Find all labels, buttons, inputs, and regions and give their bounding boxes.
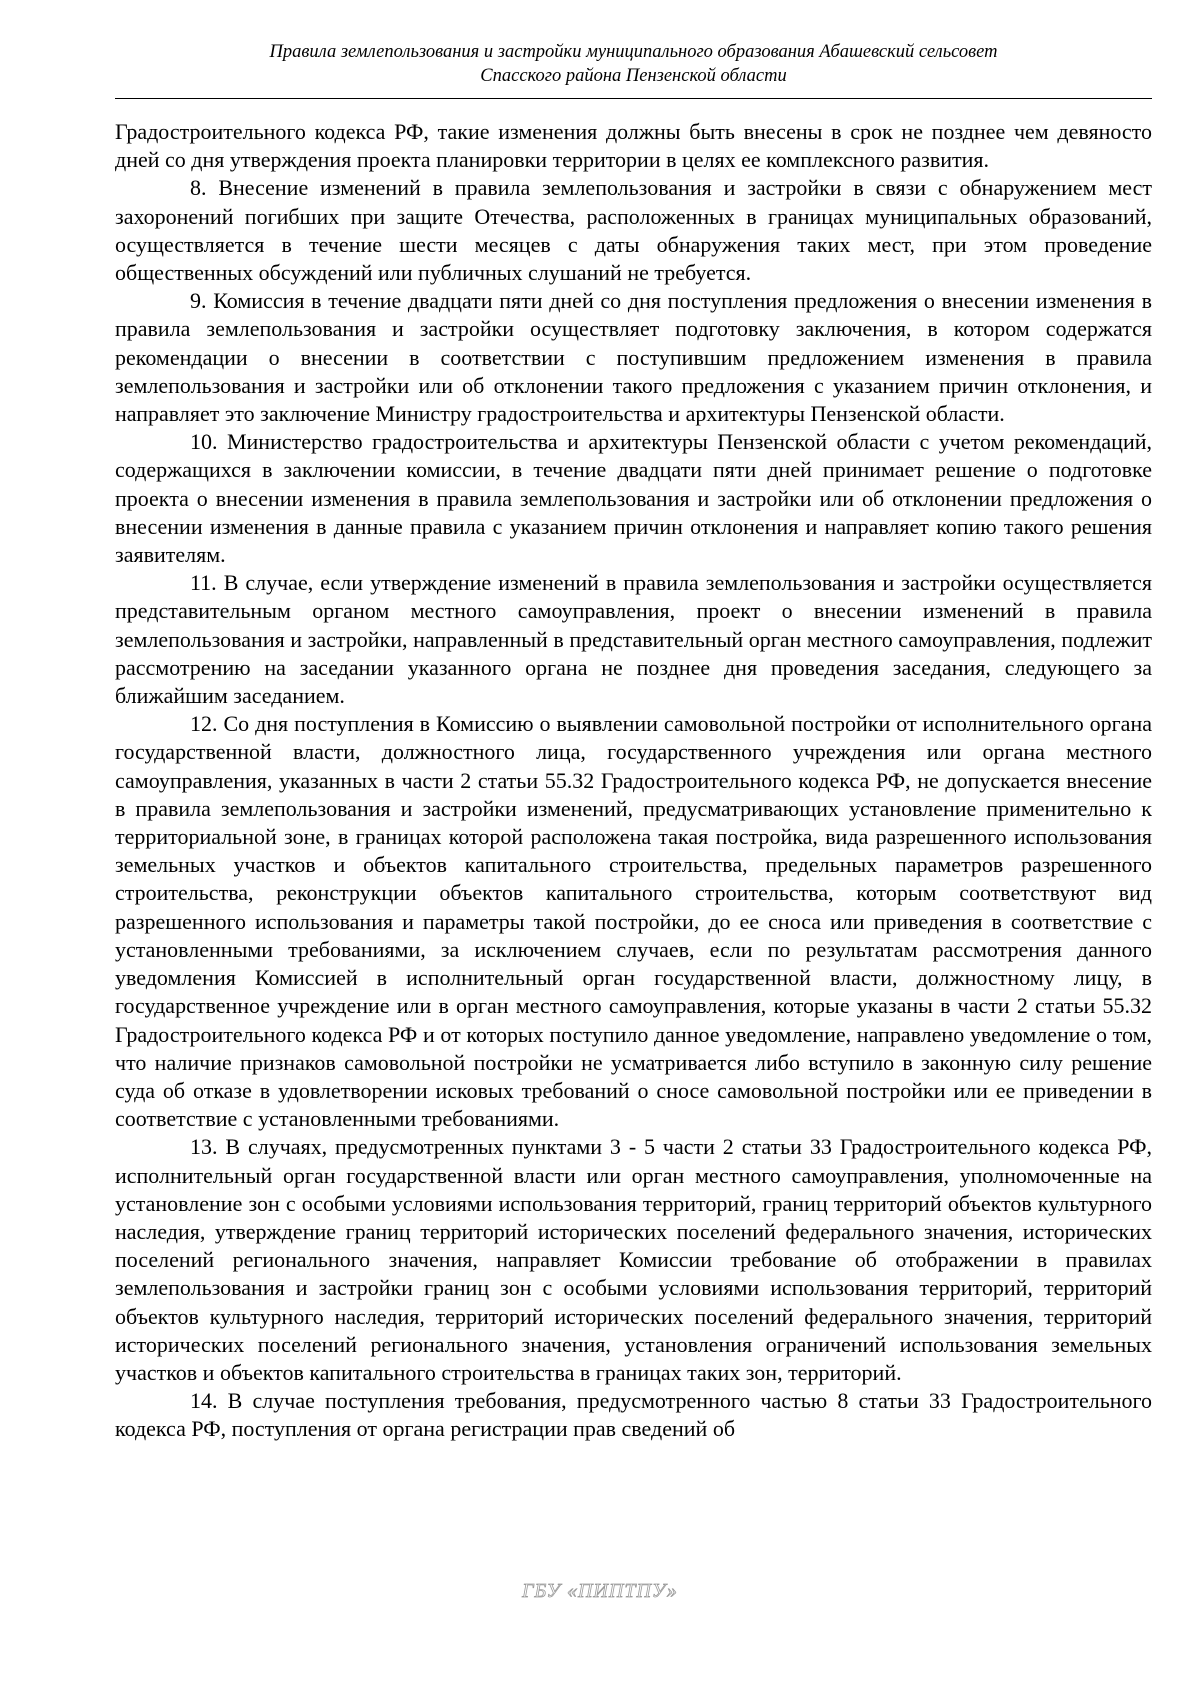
header-line-1: Правила землепользования и застройки муниципального образования Абашевский сельсовет xyxy=(269,42,998,62)
paragraph-item-12: 12. Со дня поступления в Комиссию о выявлении самовольной постройки от исполнительного органа государственной власти, должностного лица, государственного учреждения или органа местного самоуправления, указанных в части 2 статьи 55.32 Градостроительного кодекса РФ, не допускается внесение в правила землепользования и застройки изменений, предусматривающих установление применительно к территориальной зоне, в границах которой расположена такая постройка, вида разрешенного использования земельных участков и объектов капитального строительства, предельных параметров разрешенного строительства, реконструкции объектов капитального строительства, которым соответствуют вид разрешенного использования и параметры такой постройки, до ее сноса или приведения в соответствие с установленными требованиями, за исключением случаев, если по результатам рассмотрения данного уведомления Комиссией в исполнительный орган государственной власти, должностному лицу, в государственное учреждение или в орган местного самоуправления, которые указаны в части 2 статьи 55.32 Градостроительного кодекса РФ и от которых поступило данное уведомление, направлено уведомление о том, что наличие признаков самовольной постройки не усматривается либо вступило в законную силу решение суда об отказе в удовлетворении исковых требований о сносе самовольной постройки или ее приведении в соответствие с установленными требованиями. xyxy=(115,711,1152,1132)
paragraph-item-13: 13. В случаях, предусмотренных пунктами 3 - 5 части 2 статьи 33 Градостроительного кодекса РФ, исполнительный орган государственной власти или орган местного самоуправления, уполномоченные на установление зон с особыми условиями использования территорий, границ территорий объектов культурного наследия, утверждение границ территорий исторических поселений федерального значения, исторических поселений регионального значения, направляет Комиссии требование об отображении в правилах землепользования и застройки границ зон с особыми условиями использования территорий, территорий объектов культурного наследия, территорий исторических поселений федерального значения, территорий исторических поселений регионального значения, установления ограничений использования земельных участков и объектов капитального строительства в границах таких зон, территорий. xyxy=(115,1134,1152,1385)
footer-watermark: ГБУ «ПИПТПУ» xyxy=(522,1580,678,1602)
running-header xyxy=(115,40,1152,88)
paragraph-item-11: 11. В случае, если утверждение изменений в правила землепользования и застройки осуществляется представительным органом местного самоуправления, проект о внесении изменений в правила землепользования и застройки, направленный в представительный орган местного самоуправления, подлежит рассмотрению на заседании указанного органа не позднее дня проведения заседания, следующего за ближайшим заседанием. xyxy=(115,570,1152,709)
paragraph-continuation: Градостроительного кодекса РФ, такие изменения должны быть внесены в срок не позднее чем девяносто дней со дня утверждения проекта планировки территории в целях ее комплексного развития. xyxy=(115,119,1152,173)
header-divider xyxy=(115,98,1152,99)
paragraph-item-10: 10. Министерство градостроительства и архитектуры Пензенской области с учетом рекомендаций, содержащихся в заключении комиссии, в течение двадцати пяти дней принимает решение о подготовке проекта о внесении изменения в правила землепользования и застройки или об отклонении предложения о внесении изменения в данные правила с указанием причин отклонения и направляет копию такого решения заявителям. xyxy=(115,429,1152,568)
paragraph-item-9: 9. Комиссия в течение двадцати пяти дней со дня поступления предложения о внесении изменения в правила землепользования и застройки осуществляет подготовку заключения, в котором содержатся рекомендации о внесении в соответствии с поступившим предложением изменения в правила землепользования и застройки или об отклонении такого предложения с указанием причин отклонения, и направляет это заключение Министру градостроительства и архитектуры Пензенской области. xyxy=(115,288,1152,427)
header-line-2: Спасского района Пензенской области xyxy=(480,66,787,86)
paragraph-item-14: 14. В случае поступления требования, предусмотренного частью 8 статьи 33 Градостроительного кодекса РФ, поступления от органа регистрации прав сведений об xyxy=(115,1388,1152,1442)
paragraph-item-8: 8. Внесение изменений в правила землепользования и застройки в связи с обнаружением мест захоронений погибших при защите Отечества, расположенных в границах муниципальных образований, осуществляется в течение шести месяцев с даты обнаружения таких мест, при этом проведение общественных обсуждений или публичных слушаний не требуется. xyxy=(115,175,1152,286)
document-body xyxy=(115,118,1152,1444)
